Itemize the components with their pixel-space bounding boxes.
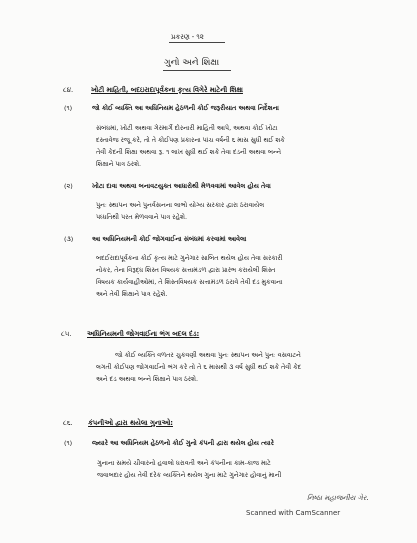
clause-3-line-4: અને તેવી શિક્ષાને પાત્ર રહેશે.: [96, 290, 168, 298]
scanner-watermark: Scanned with CamScanner: [246, 509, 341, 517]
clause-1-number: (૧): [64, 104, 73, 112]
section-86-number: ૮૬.: [63, 419, 73, 427]
section-85-line-3: અને દંડ અથવા બન્ને શિક્ષાને પાત્ર ઠરશે.: [96, 375, 199, 383]
clause-3-line-1: બદઈરાદાપૂર્વકના કોઈ કૃત્ય માટે ગુનેગાર સાબિત થયેલ હોય તેવા સરકારી: [96, 254, 283, 262]
section-86-clause-1-heading: જ્યારે આ અધિનિયમ હેઠળનો કોઈ ગુનો કંપની દ્વારા થયેલ હોય ત્યારે: [92, 439, 274, 447]
section-86-clause-1-line-1: ગુનાના સમયે ચીવારનો હવાલો ધરાવતી અને કંપનીના કામ-કાજ માટે: [97, 459, 271, 467]
clause-1-line-3: તેવી કેદની શિક્ષા અથવા રૂ. ૧ લાખ સુધી થઈ શકે તેવા દંડની અથવા બન્ને: [96, 148, 281, 156]
chapter-number: પ્રકરણ - ૧૨: [171, 33, 204, 41]
clause-3-heading: આ અધિનિયમની કોઈ જોગવાઈના સંબંધમાં કરવામાં આવેલા: [92, 235, 247, 243]
section-85-heading: અધિનિયમની જોગવાઈના ભંગ બદલ દંડ:: [87, 330, 200, 338]
clause-3-line-3: વિષયક કાર્યવાહીઓમાં, તે શિસ્તવિષયક સત્તામંડળ ઠરાવે તેવી દંડ મુકવાના: [96, 278, 283, 286]
section-85-line-2: લગતી કોઈપણ જોગવાઈનો ભંગ કરે તો તે ૬ માસથી ૩ વર્ષ સુધી થઈ શકે તેવી કેદ: [96, 363, 302, 371]
handwritten-note: નિષ્ઠા મહાજનીય ગેર.: [307, 494, 369, 502]
clause-1-line-4: શિક્ષાને પાત્ર ઠરશે.: [96, 160, 142, 168]
clause-2-heading: ખોટા દાવા અથવા બનાવટયુક્ત આધારોથી મેળવવામાં આવેલ હોય તેવા: [92, 182, 271, 190]
chapter-title: ગુનો અને શિક્ષા: [164, 58, 220, 68]
clause-2-number: (૨): [64, 182, 73, 190]
clause-1-line-2: દસ્તાવેજ રજૂ કરે, તો તે કોઈપણ પ્રકારના પાંચ વર્ષની ૬ માસ સુધી થઈ શકે: [96, 136, 285, 144]
clause-1-heading: જો કોઈ વ્યક્તિ આ અધિનિયમ હેઠળની કોઈ જરૂરીયાત અથવા નિર્દેશના: [92, 104, 279, 112]
section-85-line-1: જો કોઈ વ્યક્તિ વળતર ચુકવણી અથવા પુનઃ સ્થાપન અને પુનઃ વસવાટને: [115, 351, 301, 359]
section-84-heading: ખોટી માહિતી, બદઇરાદાપૂર્વકના કૃત્ય વિગેરે માટેની શિક્ષા: [91, 86, 243, 94]
chapter-title-underline: [163, 70, 231, 71]
clause-2-line-1: પુનઃ સ્થાપન અને પુનર્વસનના લાભો યોગ્ય સરકાર દ્વારા ઠરાવાયેલ: [96, 201, 265, 209]
section-86-clause-1-line-2: જવાબદાર હોય તેવી દરેક વ્યક્તિને થયેલ ગુના માટે ગુનેગાર હોવાનું માની: [97, 471, 282, 479]
section-84-number: ૮૪.: [63, 86, 74, 94]
clause-3-number: (૩): [64, 235, 74, 243]
section-86-heading: કંપનીઓ દ્વારા થયેલા ગુનાઓ:: [88, 419, 173, 427]
section-85-number: ૮૫.: [61, 330, 72, 338]
section-86-clause-1-number: (૧): [64, 439, 73, 447]
clause-3-line-2: નોકર, તેના વિરૂદ્ધ શિસ્ત વિષયક સત્તામંડળ દ્વારા પ્રારંભ કરાયેલી શિસ્ત: [96, 266, 276, 274]
chapter-number-underline: [169, 42, 225, 43]
clause-2-line-2: પધ્ધતિથી પરત મેળવવાને પાત્ર રહેશે.: [96, 213, 187, 221]
clause-1-line-1: સંબંધમાં, ખોટી અથવા ગેરમાર્ગે દોરનારી માહિતી આપે, અથવા કોઈ ખોટા: [96, 124, 278, 132]
